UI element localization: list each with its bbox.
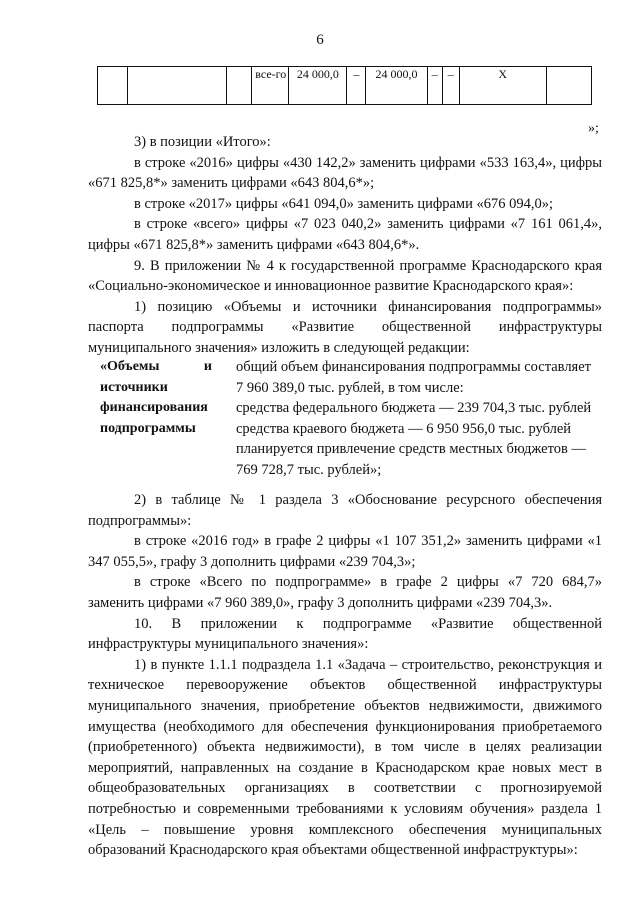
table-cell	[227, 67, 252, 105]
paragraph-block-bottom	[88, 490, 602, 861]
passport-line: планируется привлечение средств местных бюджетов —	[236, 441, 586, 458]
paragraph: в строке «Всего по подпрограмме» в графе 2 цифры «7 720 684,7» заменить цифрами «7 960 389,0», графу 3 дополнить цифрами «239 704,3».	[88, 574, 602, 611]
passport-line: 7 960 389,0 тыс. рублей, в том числе:	[236, 379, 464, 396]
paragraph-block-top	[88, 132, 602, 359]
passport-label: «Объемы и источники финансирования подпрограммы	[100, 359, 212, 436]
table-cell-value: 24 000,0	[366, 67, 427, 105]
page-number: 6	[316, 32, 324, 48]
table-cell-dash: –	[442, 67, 459, 105]
passport-line: 769 728,7 тыс. рублей»;	[236, 461, 382, 478]
passport-line: общий объем финансирования подпрограммы составляет	[236, 359, 591, 375]
table-cell-dash: –	[427, 67, 442, 105]
paragraph: 3) в позиции «Итого»:	[134, 134, 271, 150]
paragraph: в строке «2017» цифры «641 094,0» заменить цифрами «676 094,0»;	[134, 195, 554, 212]
passport-line: средства краевого бюджета — 6 950 956,0 тыс. рублей	[236, 420, 572, 437]
paragraph: 1) позицию «Объемы и источники финансирования подпрограммы» паспорта подпрограммы «Развитие общественной инфраструктуры муниципального значения» изложить в следующей редакции:	[88, 298, 602, 356]
table-cell	[546, 67, 591, 105]
table-cell-dash: –	[347, 67, 366, 105]
table-row	[98, 67, 592, 105]
passport-line: средства федерального бюджета — 239 704,3 тыс. рублей	[236, 400, 592, 417]
table-cell	[98, 67, 128, 105]
table-cell-total-label: все-го	[252, 67, 289, 105]
paragraph: в строке «2016» цифры «430 142,2» заменить цифрами «533 163,4», цифры «671 825,8*» заменить цифрами «643 804,6*»;	[88, 154, 602, 192]
paragraph: 1) в пункте 1.1.1 подраздела 1.1 «Задача – строительство, реконструкция и техническое перевооружение объектов общественной инфраструктуры муниципального значения, приобретение объектов недвижимости, движимого имущества (необходимого для обеспечения функционирования приобретаемого (приобретенного) объекта недвижимости), в том числе в целях реализации мероприятий, направленных на создание в Краснодарском крае новых мест в общеобразовательных организациях в соответствии с прогнозируемой потребностью и современными требованиями к условиям обучения» раздела 1 «Цель – повышение уровня комплексного обеспечения муниципальных образований Краснодарского края объектами общественной инфраструктуры»:	[88, 656, 602, 859]
passport-value	[236, 357, 606, 481]
paragraph: 10. В приложении к подпрограмме «Развитие общественной инфраструктуры муниципального значения»:	[88, 615, 602, 653]
paragraph: 9. В приложении № 4 к государственной программе Краснодарского края «Социально-экономическое и инновационное развитие Краснодарского края»:	[88, 257, 602, 295]
table-cell-x: Х	[459, 67, 546, 105]
table-fragment	[97, 66, 592, 105]
paragraph: в строке «2016 год» в графе 2 цифры «1 107 351,2» заменить цифрами «1 347 055,5», графу 3 дополнить цифрами «239 704,3»;	[88, 533, 602, 570]
closing-quote: »;	[588, 121, 599, 136]
table-cell	[128, 67, 227, 105]
table-cell-value: 24 000,0	[289, 67, 347, 105]
paragraph: 2) в таблице № 1 раздела 3 «Обоснование ресурсного обеспечения подпрограммы»:	[88, 492, 602, 529]
paragraph: в строке «всего» цифры «7 023 040,2» заменить цифрами «7 161 061,4», цифры «671 825,8*» заменить цифрами «643 804,6*».	[88, 216, 602, 253]
